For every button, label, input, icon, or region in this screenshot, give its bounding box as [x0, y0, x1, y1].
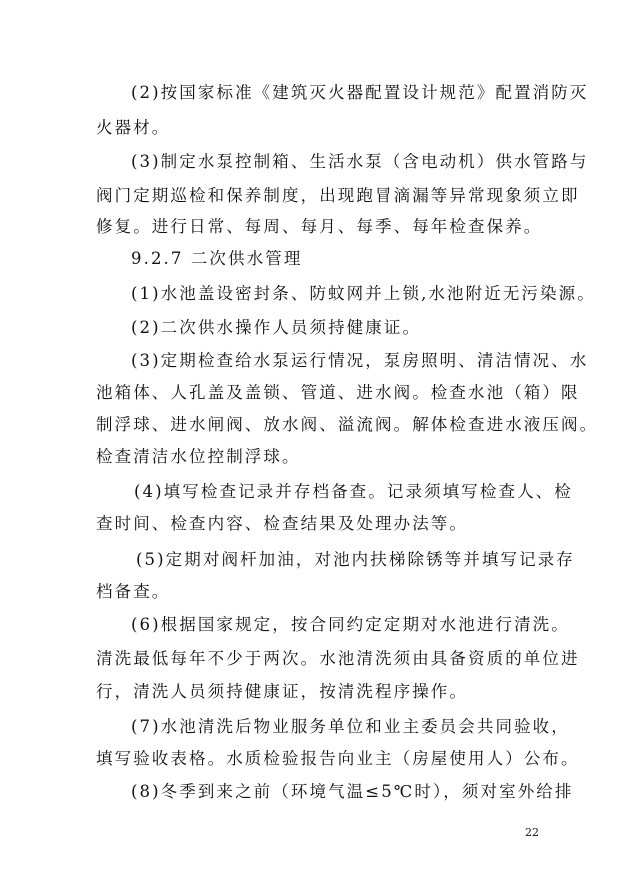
text-line-12: 检查清洁水位控制浮球。	[96, 447, 301, 466]
text-line-17: (6)根据国家规定，按合同约定定期对水池进行清洗。	[131, 615, 570, 634]
text-line-18: 清洗最低每年不少于两次。水池清洗须由具备资质的单位进	[96, 649, 580, 668]
page-number: 22	[525, 826, 539, 839]
text-line-19: 行，清洗人员须持健康证，按清洗程序操作。	[96, 682, 468, 701]
section-heading: 9.2.7 二次供水管理	[131, 249, 303, 268]
text-line-14: 查时间、检查内容、检查结果及处理办法等。	[96, 514, 468, 533]
text-line-7: (1)水池盖设密封条、防蚊网并上锁,水池附近无污染源。	[131, 284, 596, 303]
text-line-22: (8)冬季到来之前（环境气温≤5℃时），须对室外给排	[131, 782, 574, 801]
text-line-1: (2)按国家标准《建筑灭火器配置设计规范》配置消防灭	[131, 83, 589, 102]
text-line-10: 池箱体、人孔盖及盖锁、管道、进水阀。检查水池（箱）限	[96, 383, 580, 402]
text-line-11: 制浮球、进水闸阀、放水阀、溢流阀。解体检查进水液压阀。	[96, 415, 599, 434]
text-line-8: (2)二次供水操作人员须持健康证。	[131, 318, 422, 337]
text-line-13: (4)填写检查记录并存档备查。记录须填写检查人、检	[134, 482, 573, 501]
text-line-5: 修复。进行日常、每周、每月、每季、每年检查保养。	[96, 217, 543, 236]
text-line-16: 档备查。	[96, 582, 171, 601]
text-line-2: 火器材。	[96, 118, 171, 137]
text-line-3: (3)制定水泵控制箱、生活水泵（含电动机）供水管路与	[131, 152, 589, 171]
text-line-15: (5)定期对阀杆加油，对池内扶梯除锈等并填写记录存	[136, 550, 575, 569]
text-line-20: (7)水池清洗后物业服务单位和业主委员会共同验收，	[131, 717, 570, 736]
text-line-21: 填写验收表格。水质检验报告向业主（房屋使用人）公布。	[96, 749, 580, 768]
text-line-9: (3)定期检查给水泵运行情况，泵房照明、清洁情况、水	[131, 351, 589, 370]
text-line-4: 阀门定期巡检和保养制度，出现跑冒滴漏等异常现象须立即	[96, 186, 580, 205]
